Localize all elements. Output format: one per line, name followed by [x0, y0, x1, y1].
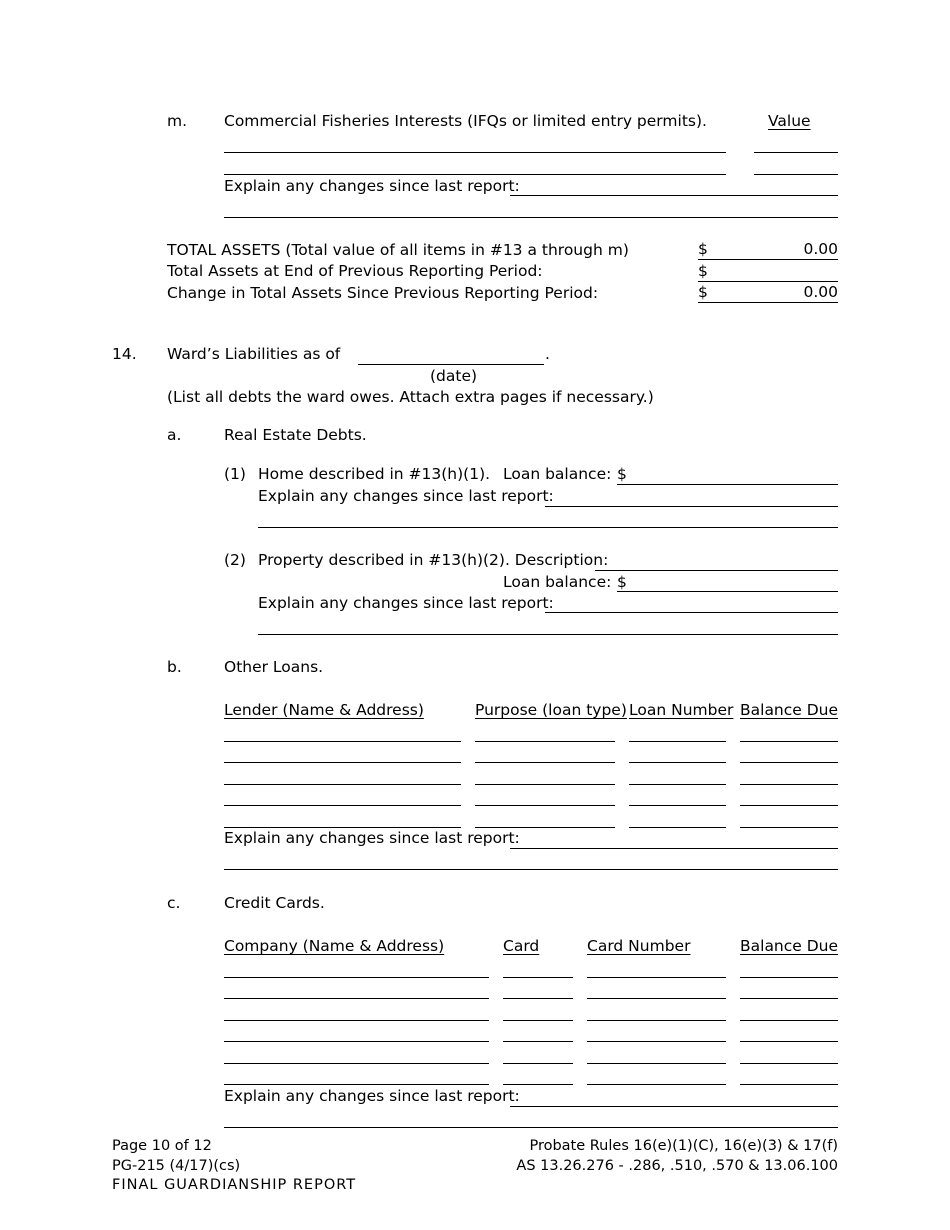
footer-form-id: PG-215 (4/17)(cs) [112, 1158, 241, 1174]
card-row-3-col-1-field[interactable] [224, 1020, 489, 1021]
loan-row-2-col-2-field[interactable] [475, 762, 615, 763]
loan-row-4-col-4-field[interactable] [740, 805, 838, 806]
card-row-2-col-3-field[interactable] [587, 998, 726, 999]
item-1-currency: $ [617, 465, 627, 483]
cards-header-card-number: Card Number [587, 937, 691, 955]
loan-row-2-col-1-field[interactable] [224, 762, 461, 763]
footer-statutes: AS 13.26.276 - .286, .510, .570 & 13.06.100 [516, 1158, 838, 1174]
section-c-explain-field-2[interactable] [224, 1127, 838, 1128]
card-row-1-col-3-field[interactable] [587, 977, 726, 978]
item-1-loan-balance-field[interactable] [617, 484, 838, 485]
change-total-value: 0.00 [803, 283, 838, 301]
card-row-6-col-2-field[interactable] [503, 1084, 573, 1085]
card-row-6-col-3-field[interactable] [587, 1084, 726, 1085]
item-1-number: (1) [224, 465, 246, 483]
loan-row-3-col-2-field[interactable] [475, 784, 615, 785]
total-assets-field[interactable] [698, 259, 838, 260]
section-14-title: Ward’s Liabilities as of [167, 345, 341, 363]
loan-row-1-col-1-field[interactable] [224, 741, 461, 742]
cards-header-card: Card [503, 937, 540, 955]
loan-row-1-col-4-field[interactable] [740, 741, 838, 742]
loan-row-5-col-1-field[interactable] [224, 827, 461, 828]
card-row-3-col-3-field[interactable] [587, 1020, 726, 1021]
card-row-5-col-4-field[interactable] [740, 1063, 838, 1064]
section-b-explain-field-2[interactable] [224, 869, 838, 870]
loan-row-3-col-4-field[interactable] [740, 784, 838, 785]
loan-row-3-col-3-field[interactable] [629, 784, 726, 785]
card-row-1-col-4-field[interactable] [740, 977, 838, 978]
section-14-number: 14. [112, 345, 137, 363]
loan-row-4-col-2-field[interactable] [475, 805, 615, 806]
loan-row-4-col-1-field[interactable] [224, 805, 461, 806]
section-a-letter: a. [167, 426, 182, 444]
liabilities-date-field[interactable] [358, 364, 544, 365]
card-row-2-col-4-field[interactable] [740, 998, 838, 999]
card-row-5-col-1-field[interactable] [224, 1063, 489, 1064]
total-assets-currency: $ [698, 240, 708, 258]
section-m-explain-field-1[interactable] [510, 195, 838, 196]
card-row-2-col-2-field[interactable] [503, 998, 573, 999]
cards-header-company: Company (Name & Address) [224, 937, 445, 955]
item-2-loan-label: Loan balance: [503, 573, 612, 591]
item-1-text: Home described in #13(h)(1). [258, 465, 491, 483]
section-m-explain-label: Explain any changes since last report: [224, 177, 520, 195]
loan-row-2-col-4-field[interactable] [740, 762, 838, 763]
section-b-title: Other Loans. [224, 658, 324, 676]
card-row-4-col-4-field[interactable] [740, 1041, 838, 1042]
item-1-explain-field-2[interactable] [258, 527, 838, 528]
item-1-explain-label: Explain any changes since last report: [258, 487, 554, 505]
footer-probate-rules: Probate Rules 16(e)(1)(C), 16(e)(3) & 17(f) [529, 1138, 838, 1154]
card-row-5-col-2-field[interactable] [503, 1063, 573, 1064]
card-row-3-col-4-field[interactable] [740, 1020, 838, 1021]
loans-header-balance-due: Balance Due [740, 701, 839, 719]
card-row-4-col-1-field[interactable] [224, 1041, 489, 1042]
section-m-title: Commercial Fisheries Interests (IFQs or limited entry permits). [224, 112, 707, 130]
item-2-explain-field-1[interactable] [545, 612, 838, 613]
fisheries-value-line-2[interactable] [754, 174, 838, 175]
loan-row-5-col-2-field[interactable] [475, 827, 615, 828]
loan-row-1-col-2-field[interactable] [475, 741, 615, 742]
section-b-explain-field-1[interactable] [510, 848, 838, 849]
section-c-letter: c. [167, 894, 181, 912]
card-row-2-col-1-field[interactable] [224, 998, 489, 999]
value-column-header: Value [768, 112, 811, 130]
card-row-4-col-2-field[interactable] [503, 1041, 573, 1042]
previous-total-currency: $ [698, 262, 708, 280]
section-a-title: Real Estate Debts. [224, 426, 367, 444]
loans-header-purpose: Purpose (loan type) [475, 701, 627, 719]
section-m-letter: m. [167, 112, 188, 130]
section-b-explain-label: Explain any changes since last report: [224, 829, 520, 847]
section-c-title: Credit Cards. [224, 894, 325, 912]
loans-header-loan-number: Loan Number [629, 701, 734, 719]
section-14-period: . [545, 345, 550, 363]
fisheries-description-line-2[interactable] [224, 174, 726, 175]
card-row-5-col-3-field[interactable] [587, 1063, 726, 1064]
card-row-6-col-1-field[interactable] [224, 1084, 489, 1085]
change-total-currency: $ [698, 283, 708, 301]
card-row-1-col-1-field[interactable] [224, 977, 489, 978]
fisheries-description-line-1[interactable] [224, 152, 726, 153]
item-2-explain-label: Explain any changes since last report: [258, 594, 554, 612]
item-1-loan-label: Loan balance: [503, 465, 612, 483]
item-2-number: (2) [224, 551, 246, 569]
change-total-label: Change in Total Assets Since Previous Reporting Period: [167, 284, 599, 302]
item-2-description-field[interactable] [595, 570, 838, 571]
item-2-explain-field-2[interactable] [258, 634, 838, 635]
fisheries-value-line-1[interactable] [754, 152, 838, 153]
footer-form-title: FINAL GUARDIANSHIP REPORT [112, 1177, 357, 1193]
section-c-explain-field-1[interactable] [510, 1106, 838, 1107]
cards-header-balance-due: Balance Due [740, 937, 839, 955]
loan-row-1-col-3-field[interactable] [629, 741, 726, 742]
loan-row-2-col-3-field[interactable] [629, 762, 726, 763]
card-row-3-col-2-field[interactable] [503, 1020, 573, 1021]
total-assets-value: 0.00 [803, 240, 838, 258]
loan-row-5-col-4-field[interactable] [740, 827, 838, 828]
loans-header-lender: Lender (Name & Address) [224, 701, 424, 719]
item-1-explain-field-1[interactable] [545, 506, 838, 507]
loan-row-4-col-3-field[interactable] [629, 805, 726, 806]
card-row-4-col-3-field[interactable] [587, 1041, 726, 1042]
section-c-explain-label: Explain any changes since last report: [224, 1087, 520, 1105]
total-assets-label: TOTAL ASSETS (Total value of all items in #13 a through m) [167, 241, 629, 259]
section-b-letter: b. [167, 658, 182, 676]
section-m-explain-field-2[interactable] [224, 217, 838, 218]
loan-row-3-col-1-field[interactable] [224, 784, 461, 785]
card-row-6-col-4-field[interactable] [740, 1084, 838, 1085]
change-total-field[interactable] [698, 302, 838, 303]
item-2-text: Property described in #13(h)(2). Description: [258, 551, 609, 569]
section-14-instruction: (List all debts the ward owes. Attach extra pages if necessary.) [167, 388, 654, 406]
footer-page-number: Page 10 of 12 [112, 1138, 212, 1154]
item-2-loan-balance-field[interactable] [617, 591, 838, 592]
previous-total-field[interactable] [698, 281, 838, 282]
loan-row-5-col-3-field[interactable] [629, 827, 726, 828]
date-caption: (date) [430, 367, 478, 385]
card-row-1-col-2-field[interactable] [503, 977, 573, 978]
previous-total-label: Total Assets at End of Previous Reporting Period: [167, 262, 543, 280]
item-2-currency: $ [617, 573, 627, 591]
